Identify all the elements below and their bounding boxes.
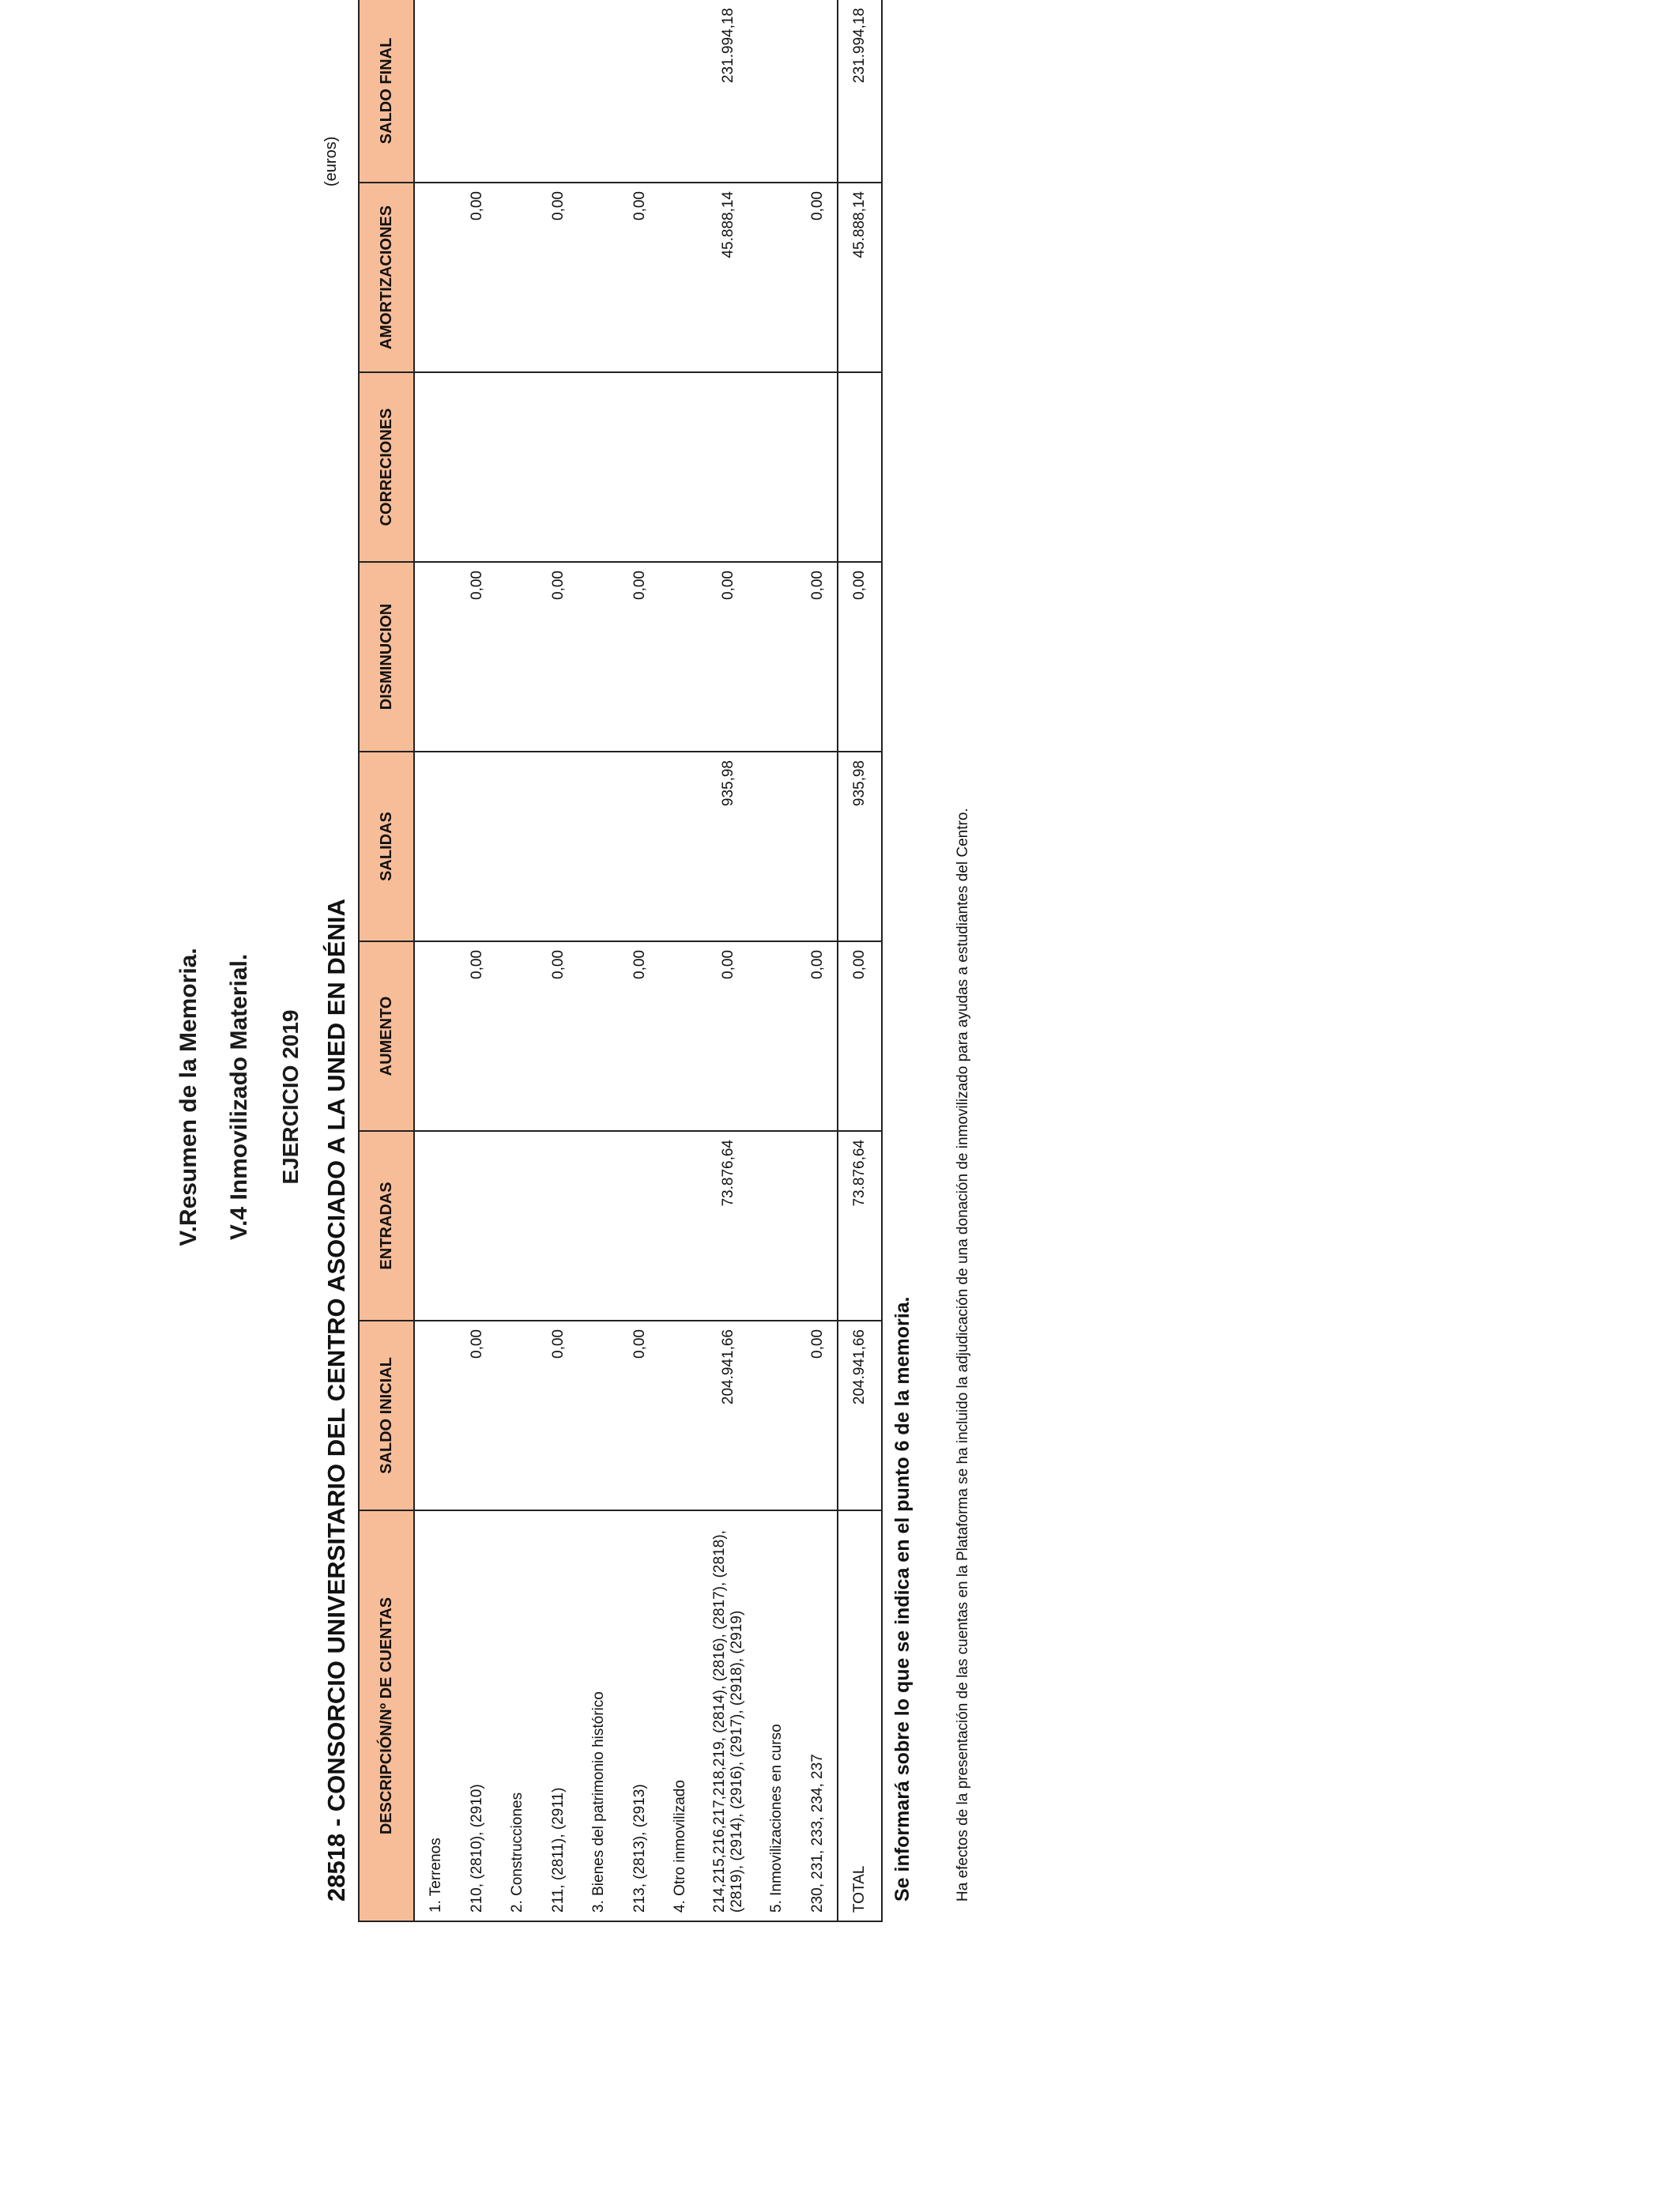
amount-cell: [578, 1131, 620, 1321]
table-header-row: [359, 0, 414, 1921]
amount-cell: 0,00: [539, 183, 578, 372]
amount-cell: [496, 1321, 539, 1510]
amount-cell: [659, 941, 702, 1131]
table-row: [496, 0, 539, 1921]
amount-cell: [496, 941, 539, 1131]
amount-cell: [838, 372, 882, 562]
amount-cell: [702, 372, 755, 562]
table-row: [798, 0, 838, 1921]
account-description: 1. Terrenos: [414, 1510, 458, 1921]
amount-cell: 73.876,64: [702, 1131, 755, 1321]
amount-cell: [578, 752, 620, 941]
amount-cell: [755, 562, 798, 752]
amount-cell: [620, 0, 659, 183]
amount-cell: [414, 752, 458, 941]
table-row: [659, 0, 702, 1921]
column-header: SALIDAS: [359, 752, 414, 941]
amount-cell: [414, 1131, 458, 1321]
amount-cell: [798, 0, 838, 183]
account-description: 4. Otro inmovilizado: [659, 1510, 702, 1921]
amount-cell: 0,00: [798, 941, 838, 1131]
amount-cell: [496, 372, 539, 562]
column-header: CORRECIONES: [359, 372, 414, 562]
amount-cell: 0,00: [620, 1321, 659, 1510]
amount-cell: [414, 0, 458, 183]
report-title: V.Resumen de la Memoria.: [175, 948, 202, 1246]
amount-cell: 935,98: [838, 752, 882, 941]
amount-cell: [496, 183, 539, 372]
column-header: SALDO INICIAL: [359, 1321, 414, 1510]
table-row: [578, 0, 620, 1921]
amount-cell: [496, 0, 539, 183]
column-header: DESCRIPCIÓN/Nº DE CUENTAS: [359, 1510, 414, 1921]
amount-cell: [659, 183, 702, 372]
entity-name: 28518 - CONSORCIO UNIVERSITARIO DEL CENTRO ASOCIADO A LA UNED EN DÉNIA: [322, 899, 350, 1902]
account-description: 230, 231, 233, 234, 237: [798, 1510, 838, 1921]
account-description: TOTAL: [838, 1510, 882, 1921]
table-row: [539, 0, 578, 1921]
table-row: [620, 0, 659, 1921]
table-row: [702, 0, 755, 1921]
amount-cell: 0,00: [620, 183, 659, 372]
account-description: 3. Bienes del patrimonio histórico: [578, 1510, 620, 1921]
amount-cell: 0,00: [798, 562, 838, 752]
column-header: AMORTIZACIONES: [359, 183, 414, 372]
amount-cell: [620, 752, 659, 941]
amount-cell: [458, 1131, 496, 1321]
account-description: 213, (2813), (2913): [620, 1510, 659, 1921]
amount-cell: [755, 941, 798, 1131]
memory-note: Se informará sobre lo que se indica en el punto 6 de la memoria.: [891, 1296, 913, 1902]
amount-cell: [414, 941, 458, 1131]
table-row: [755, 0, 798, 1921]
amount-cell: 0,00: [798, 183, 838, 372]
amount-cell: 0,00: [458, 1321, 496, 1510]
amount-cell: [539, 372, 578, 562]
amount-cell: [798, 372, 838, 562]
amount-cell: [798, 1131, 838, 1321]
amount-cell: [496, 562, 539, 752]
amount-cell: [755, 372, 798, 562]
amount-cell: [496, 752, 539, 941]
report-subtitle: V.4 Inmovilizado Material.: [226, 953, 252, 1241]
amount-cell: [578, 183, 620, 372]
table-body: [414, 0, 882, 1921]
amount-cell: 0,00: [702, 562, 755, 752]
amount-cell: [578, 372, 620, 562]
account-description: 210, (2810), (2910): [458, 1510, 496, 1921]
amount-cell: [578, 562, 620, 752]
amount-cell: [755, 183, 798, 372]
amount-cell: [659, 0, 702, 183]
amount-cell: [539, 1131, 578, 1321]
amount-cell: 0,00: [458, 562, 496, 752]
amount-cell: [496, 1131, 539, 1321]
amount-cell: [414, 562, 458, 752]
amount-cell: [755, 0, 798, 183]
amount-cell: [414, 1321, 458, 1510]
amount-cell: 0,00: [458, 941, 496, 1131]
amount-cell: 45.888,14: [838, 183, 882, 372]
amount-cell: [578, 941, 620, 1131]
amount-cell: 0,00: [838, 941, 882, 1131]
amount-cell: 0,00: [458, 183, 496, 372]
amount-cell: [458, 752, 496, 941]
table-row: [414, 0, 458, 1921]
amount-cell: [755, 1131, 798, 1321]
amount-cell: 0,00: [620, 941, 659, 1131]
amount-cell: 231.994,18: [838, 0, 882, 183]
amount-cell: 0,00: [539, 562, 578, 752]
amount-cell: 0,00: [539, 941, 578, 1131]
amount-cell: 45.888,14: [702, 183, 755, 372]
amount-cell: [458, 0, 496, 183]
amount-cell: [798, 752, 838, 941]
amount-cell: [659, 562, 702, 752]
table-row: [458, 0, 496, 1921]
account-description: 214,215,216,217,218,219, (2814), (2816), (2817), (2818), (2819), (2914), (2916), (2917), (2918), (2919): [702, 1510, 755, 1921]
amount-cell: [620, 1131, 659, 1321]
amount-cell: 935,98: [702, 752, 755, 941]
footer-note: Ha efectos de la presentación de las cuentas en la Plataforma se ha incluido la adjudicación de una donación de inmovilizado para ayudas a estudiantes del Centro.: [955, 808, 971, 1902]
amount-cell: [539, 752, 578, 941]
amount-cell: 0,00: [798, 1321, 838, 1510]
account-description: 2. Construcciones: [496, 1510, 539, 1921]
amount-cell: 73.876,64: [838, 1131, 882, 1321]
amount-cell: [578, 0, 620, 183]
amount-cell: [414, 183, 458, 372]
currency-units: (euros): [322, 136, 340, 187]
amount-cell: 0,00: [838, 562, 882, 752]
amount-cell: 0,00: [620, 562, 659, 752]
account-description: 5. Inmovilizaciones en curso: [755, 1510, 798, 1921]
amount-cell: [659, 752, 702, 941]
amount-cell: 0,00: [702, 941, 755, 1131]
column-header: AUMENTO: [359, 941, 414, 1131]
amount-cell: [659, 372, 702, 562]
account-description: 211, (2811), (2911): [539, 1510, 578, 1921]
amount-cell: 204.941,66: [838, 1321, 882, 1510]
amount-cell: [539, 0, 578, 183]
amount-cell: [620, 372, 659, 562]
amount-cell: 231.994,18: [702, 0, 755, 183]
amount-cell: 204.941,66: [702, 1321, 755, 1510]
total-row: [838, 0, 882, 1921]
amount-cell: [578, 1321, 620, 1510]
column-header: ENTRADAS: [359, 1131, 414, 1321]
amount-cell: [755, 1321, 798, 1510]
column-header: SALDO FINAL: [359, 0, 414, 183]
amount-cell: [659, 1131, 702, 1321]
column-header: DISMINUCION: [359, 562, 414, 752]
exercise-year: EJERCICIO 2019: [278, 1009, 303, 1185]
amount-cell: [659, 1321, 702, 1510]
amount-cell: 0,00: [539, 1321, 578, 1510]
amount-cell: [414, 372, 458, 562]
amount-cell: [755, 752, 798, 941]
fixed-assets-table: [358, 0, 883, 1922]
amount-cell: [458, 372, 496, 562]
